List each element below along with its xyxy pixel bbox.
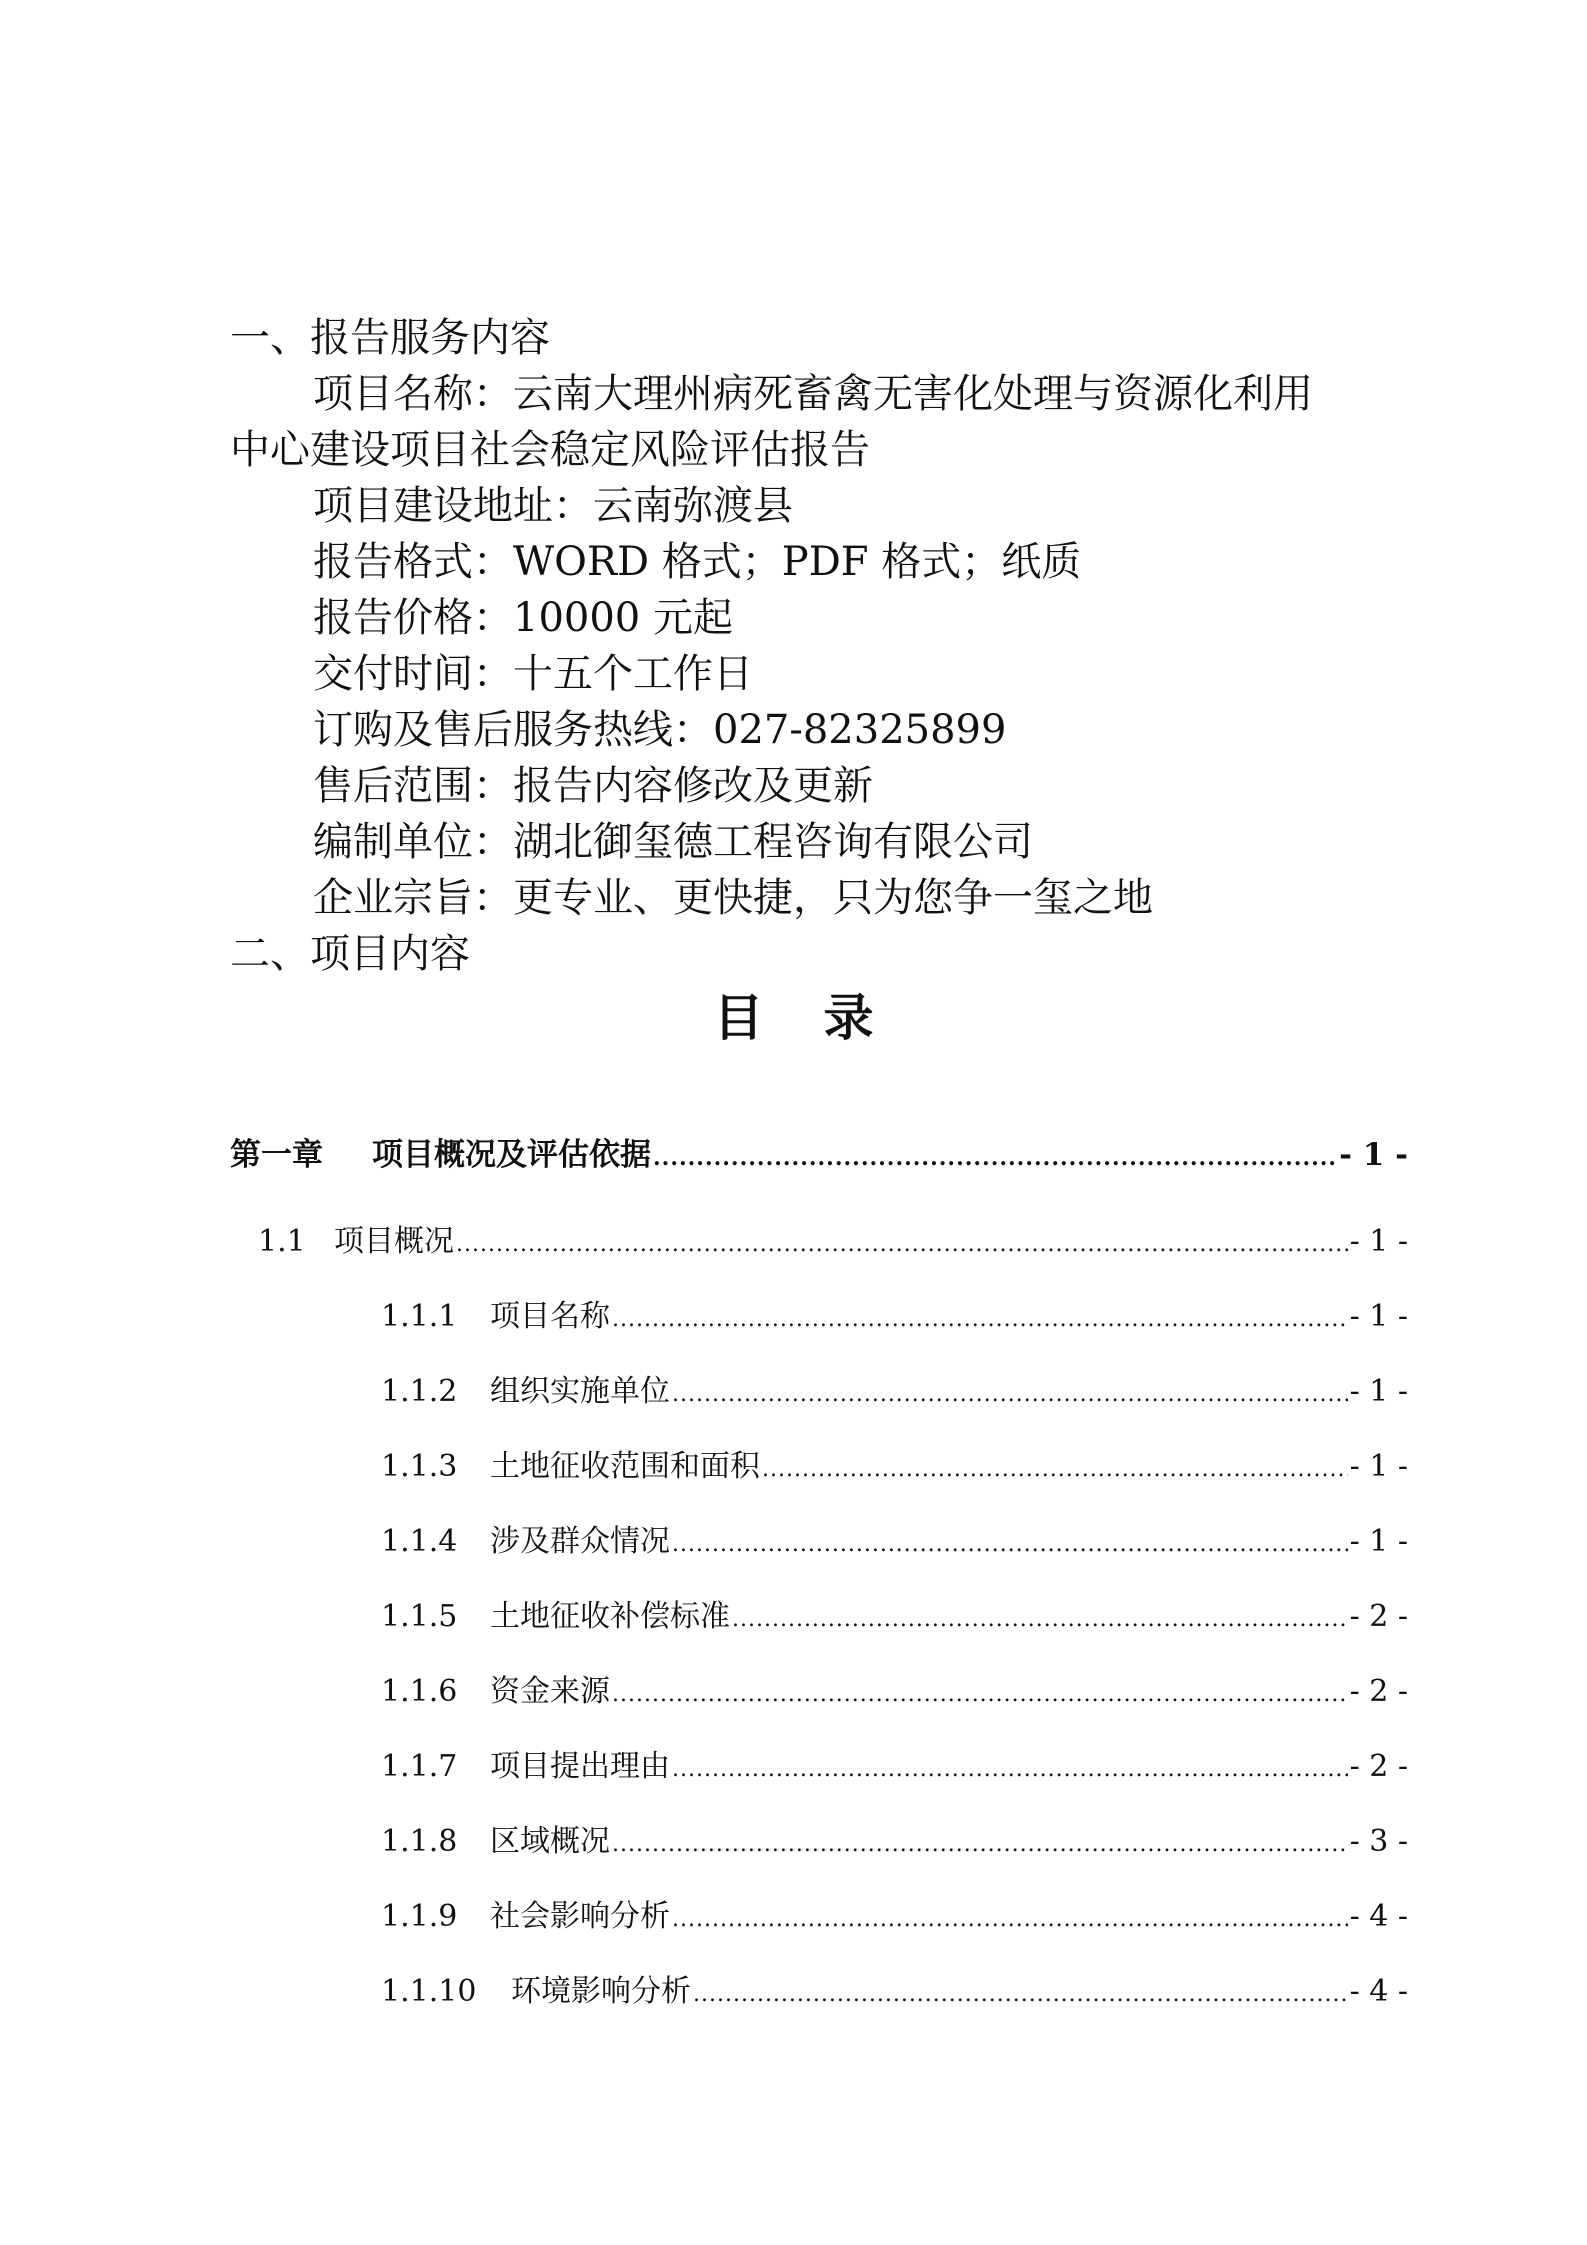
report-format: 报告格式：WORD 格式；PDF 格式；纸质	[313, 539, 1082, 585]
toc-title: 目录	[713, 988, 934, 1047]
toc-entry-number: 1.1.1	[381, 1299, 458, 1334]
toc-entry-title: 区域概况	[490, 1824, 610, 1859]
toc-leader-dots	[693, 1975, 1348, 2015]
toc-entry-1-1-8[interactable]	[381, 1822, 1408, 1865]
toc-entry-chapter-1[interactable]	[230, 1135, 1408, 1178]
toc-entry-number: 1.1.7	[381, 1749, 458, 1784]
toc-entry-1-1-9[interactable]	[381, 1897, 1408, 1940]
project-name-line-1: 项目名称：云南大理州病死畜禽无害化处理与资源化利用	[313, 371, 1313, 417]
toc-entry-number: 1.1.3	[381, 1449, 458, 1484]
toc-entry-title: 项目概况及评估依据	[372, 1137, 651, 1173]
after-sales-scope: 售后范围：报告内容修改及更新	[313, 763, 873, 809]
toc-leader-dots	[762, 1450, 1348, 1490]
section-heading-content: 二、项目内容	[230, 931, 470, 977]
toc-entry-page: - 2 -	[1349, 1674, 1408, 1709]
toc-leader-dots	[653, 1138, 1337, 1178]
toc-entry-page: - 1 -	[1349, 1449, 1408, 1484]
toc-leader-dots	[612, 1675, 1348, 1715]
toc-entry-1-1-7[interactable]	[381, 1747, 1408, 1790]
toc-entry-title: 环境影响分析	[511, 1974, 691, 2009]
toc-leader-dots	[612, 1825, 1348, 1865]
toc-leader-dots	[672, 1900, 1348, 1940]
toc-entry-title: 项目概况	[334, 1224, 454, 1259]
toc-entry-page: - 2 -	[1349, 1749, 1408, 1784]
toc-entry-number: 第一章	[230, 1137, 323, 1173]
toc-leader-dots	[612, 1300, 1348, 1340]
toc-leader-dots	[732, 1600, 1348, 1640]
toc-entry-1-1-5[interactable]	[381, 1597, 1408, 1640]
toc-entry-1-1[interactable]	[258, 1222, 1408, 1265]
toc-entry-page: - 4 -	[1349, 1974, 1408, 2009]
toc-entry-page: - 3 -	[1349, 1824, 1408, 1859]
toc-entry-1-1-4[interactable]	[381, 1522, 1408, 1565]
toc-leader-dots	[672, 1375, 1348, 1415]
toc-entry-page: - 1 -	[1349, 1224, 1408, 1259]
delivery-time: 交付时间：十五个工作日	[313, 651, 753, 697]
toc-entry-number: 1.1.10	[381, 1974, 477, 2009]
toc-entry-title: 社会影响分析	[490, 1899, 670, 1934]
toc-entry-title: 涉及群众情况	[490, 1524, 670, 1559]
toc-entry-page: - 1 -	[1339, 1137, 1408, 1173]
toc-entry-title: 项目提出理由	[490, 1749, 670, 1784]
toc-entry-title: 土地征收补偿标准	[490, 1599, 730, 1634]
service-hotline: 订购及售后服务热线：027-82325899	[313, 707, 1007, 753]
compiler-unit: 编制单位：湖北御玺德工程咨询有限公司	[313, 819, 1033, 865]
project-name-line-2: 中心建设项目社会稳定风险评估报告	[230, 427, 870, 473]
toc-entry-number: 1.1.5	[381, 1599, 458, 1634]
toc-entry-page: - 1 -	[1349, 1374, 1408, 1409]
toc-entry-title: 土地征收范围和面积	[490, 1449, 760, 1484]
project-address: 项目建设地址：云南弥渡县	[313, 483, 793, 529]
section-heading-service: 一、报告服务内容	[230, 315, 550, 361]
toc-entry-page: - 2 -	[1349, 1599, 1408, 1634]
toc-entry-number: 1.1.2	[381, 1374, 458, 1409]
toc-entry-title: 资金来源	[490, 1674, 610, 1709]
toc-entry-number: 1.1	[258, 1224, 306, 1259]
toc-entry-page: - 4 -	[1349, 1899, 1408, 1934]
toc-entry-1-1-1[interactable]	[381, 1297, 1408, 1340]
toc-entry-page: - 1 -	[1349, 1524, 1408, 1559]
toc-entry-1-1-6[interactable]	[381, 1672, 1408, 1715]
toc-entry-1-1-2[interactable]	[381, 1372, 1408, 1415]
toc-entry-page: - 1 -	[1349, 1299, 1408, 1334]
toc-entry-number: 1.1.9	[381, 1899, 458, 1934]
toc-entry-title: 项目名称	[490, 1299, 610, 1334]
company-tenet: 企业宗旨：更专业、更快捷，只为您争一玺之地	[313, 875, 1153, 921]
toc-entry-title: 组织实施单位	[490, 1374, 670, 1409]
toc-entry-number: 1.1.6	[381, 1674, 458, 1709]
toc-entry-number: 1.1.8	[381, 1824, 458, 1859]
toc-leader-dots	[672, 1525, 1348, 1565]
toc-leader-dots	[672, 1750, 1348, 1790]
toc-entry-1-1-10[interactable]	[381, 1972, 1408, 2015]
toc-entry-1-1-3[interactable]	[381, 1447, 1408, 1490]
report-price: 报告价格：10000 元起	[313, 595, 733, 641]
toc-entry-number: 1.1.4	[381, 1524, 458, 1559]
toc-leader-dots	[456, 1225, 1348, 1265]
